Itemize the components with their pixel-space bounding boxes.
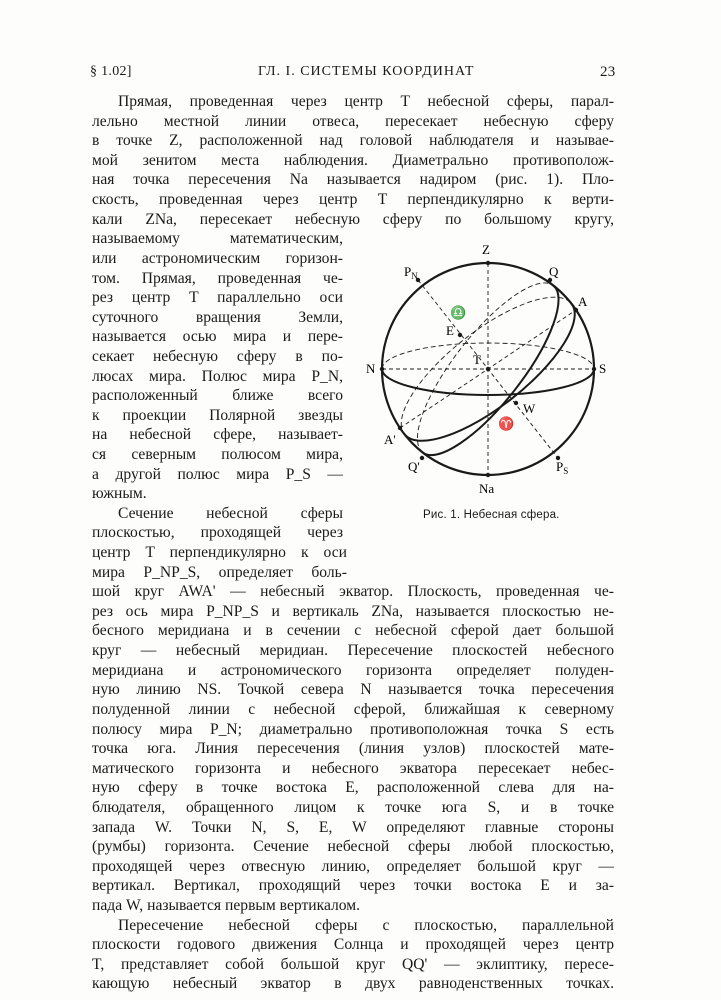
label-ecliptic-q: Q [549,264,559,279]
text-line: суточного вращения Земли, [92,308,343,326]
text-line: или астрономическим горизон- [92,249,343,267]
label-north-pole: $P_N$ [404,264,418,281]
text-line: меридиана и астрономического горизонта определяет полуден- [92,661,614,679]
text-line: к проекции Полярной звезды [92,406,343,424]
label-south: S [599,361,607,376]
label-west: W [523,401,536,416]
text-line: плоскости годового движения Солнца и проходящей через центр [92,936,614,954]
text-line: южным. [92,485,147,503]
text-line: ную сферу в точке востока E, расположенной слева для на- [92,779,614,797]
text-line: запада W. Точки N, S, E, W определяют главные стороны [92,818,614,836]
text-line: точка юга. Линия пересечения (линия узлов) плоскостей мате- [92,740,614,758]
text-line: рез центр T параллельно оси [92,289,343,307]
label-q-prime: Q' [408,459,420,474]
text-line: плоскостью, проходящей через [92,524,343,542]
text-line: кали ZNa, пересекает небесную сферу по большому кругу, [92,210,614,228]
text-line: мира P_NP_S, определяет боль- [92,563,347,581]
text-line: называемому математическим, [92,230,343,248]
text-line: Пересечение небесной сферы с плоскостью, параллельной [118,916,614,934]
text-line: лельно местной линии отвеса, пересекает небесную сферу [92,112,614,130]
figure-caption: Рис. 1. Небесная сфера. [423,509,560,521]
text-line: мой зенитом места наблюдения. Диаметрально противополож- [92,151,614,169]
text-line: центр T перпендикулярно к оси [92,544,347,561]
label-zenith: Z [482,242,490,257]
text-line: а другой полюс мира P_S — [92,465,343,483]
text-line: блюдателя, обращенного лицом к точке юга S, и в точке [92,798,614,816]
text-line: скость, проведенная через центр T перпендикулярно к верти- [92,191,614,208]
label-center: T [473,352,481,367]
text-line: рез ось мира P_NP_S и вертикаль ZNa, называется плоскостью не- [92,602,614,620]
text-line: бесного меридиана и в сечении с небесной сферой дает большой [92,622,614,640]
celestial-sphere-figure [360,232,622,500]
text-line: полуденной линии с небесной сферой, ближайшая к северному [92,700,614,718]
chapter-title: ГЛ. I. СИСТЕМЫ КООРДИНАТ [258,64,475,79]
label-south-pole: $P_S$ [556,459,569,476]
text-line: Прямая, проведенная через центр T небесной сферы, парал- [118,93,614,110]
text-line: секает небесную сферу в по- [92,347,343,365]
text-line: проходящей через отвесную линию, определяет большой круг — [92,857,614,875]
text-line: ная точка пересечения Na называется надиром (рис. 1). Пло- [92,171,614,189]
text-line: полюсу мира P_N; диаметрально противоположная точка S есть [92,720,614,738]
text-line: матического горизонта и небесного экватора пересекает небес- [92,759,614,777]
label-equator-a: A [578,294,588,309]
text-line: называется осью мира и пере- [92,328,343,346]
text-line: ную линию NS. Точкой севера N называется точка пересечения [92,681,614,699]
text-line: в точке Z, расположенной над головой наблюдателя и называе- [92,132,614,150]
text-line: шой круг AWA' — небесный экватор. Плоскость, проведенная че- [92,583,614,601]
text-line: круг — небесный меридиан. Пересечение плоскостей небесного [92,642,614,659]
text-line: люсах мира. Полюс мира P_N, [92,367,343,385]
label-north: N [366,361,376,376]
text-line: пада W, называется первым вертикалом. [92,897,361,914]
text-line: кающую небесный экватор в двух равноденственных точках. [92,975,614,993]
section-ref: § 1.02] [90,64,132,79]
text-line: Сечение небесной сферы [118,504,343,522]
label-aries: ♈ [498,416,515,431]
label-nadir: Na [479,481,495,496]
text-line: расположенный ближе всего [92,387,343,405]
text-line: ся северным полюсом мира, [92,446,343,463]
label-east: E [446,323,454,338]
label-a-prime: A' [384,432,396,447]
text-line: том. Прямая, проведенная че- [92,269,343,287]
ecliptic-front [423,285,580,473]
text-line: (румбы) горизонта. Сечение небесной сферы любой плоскостью, [92,838,614,856]
text-line: вертикал. Вертикал, проходящий через точки востока E и за- [92,877,614,895]
text-line: на небесной сфере, называет- [92,426,343,444]
page-number: 23 [600,64,616,80]
text-line: T, представляет собой большой круг QQ' — эклиптику, пересе- [92,955,614,973]
label-libra: ♎ [450,305,467,320]
